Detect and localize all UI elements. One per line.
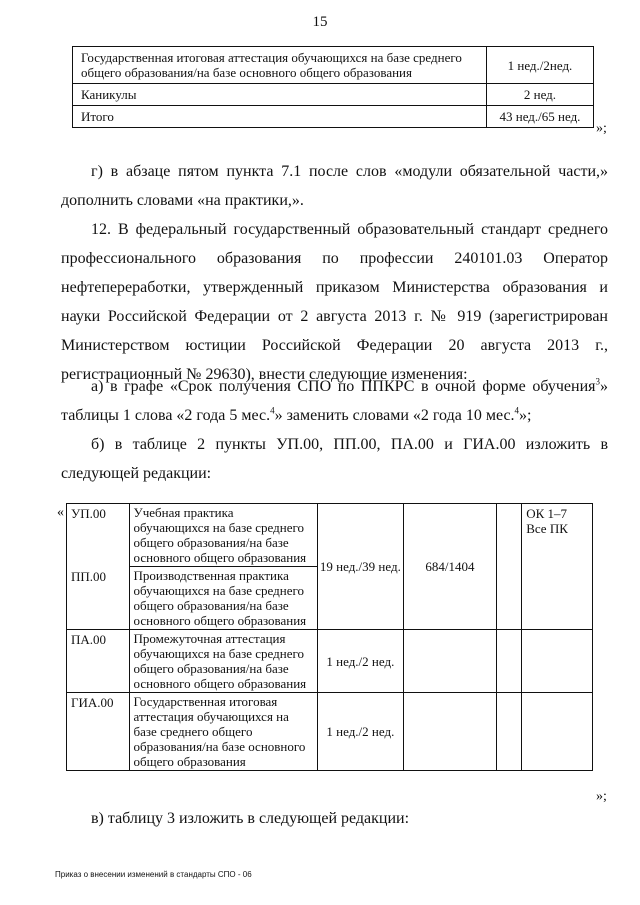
table-cell-empty <box>496 630 522 693</box>
table-row <box>67 693 593 771</box>
footnote-ref: 4 <box>514 405 520 416</box>
paragraph-b: б) в таблице 2 пункты УП.00, ПП.00, ПА.00 и ГИА.00 изложить в следующей редакции: <box>61 436 608 482</box>
table-cell-weeks: 1 нед./2 нед. <box>317 693 404 771</box>
paragraph-v: в) таблицу 3 изложить в следующей редакции: <box>91 810 410 827</box>
paragraph-a <box>61 372 608 430</box>
table-cell-empty <box>496 693 522 771</box>
competency-ok: ОК 1–7 <box>526 506 568 521</box>
page-footer: Приказ о внесении изменений в стандарты СПО - 06 <box>55 870 252 879</box>
table-cell-name: Итого <box>73 106 487 128</box>
table-cell-code: ГИА.00 <box>67 693 130 771</box>
table1-closing-quote: »; <box>596 121 607 136</box>
paragraph-a-text: »; <box>519 407 532 424</box>
paragraph-12: 12. В федеральный государственный образовательный стандарт среднего профессионального образования по профессии 240101.03 Оператор нефтепереработки, утвержденный приказом Министерства образования и науки Российской Федерации от 2 августа 2013 г. № 919 (зарегистрирован Министерством юстиции Российской Федерации 20 августа 2013 г., регистрационный № 29630), внести следующие изменения: <box>61 221 608 383</box>
table-cell-weeks: 1 нед./2 нед. <box>317 630 404 693</box>
table-row <box>73 84 594 106</box>
table-cell-value: 43 нед./65 нед. <box>486 106 593 128</box>
table-cell-name: Учебная практика обучающихся на базе среднего общего образования/на базе основного общего образования <box>129 504 317 567</box>
table-cell-competencies <box>522 630 593 693</box>
footnote-ref: 3 <box>595 376 600 387</box>
competency-pk: Все ПК <box>526 521 568 536</box>
table-cell-hours: 684/1404 <box>404 504 497 630</box>
table-row <box>67 504 593 567</box>
table-cell-hours <box>404 630 497 693</box>
footnote-ref: 4 <box>270 405 275 416</box>
table-cell-weeks: 19 нед./39 нед. <box>317 504 404 630</box>
table-cell-hours <box>404 693 497 771</box>
page-number: 15 <box>312 14 328 30</box>
table2-opening-quote: « <box>57 505 64 520</box>
table-row <box>73 106 594 128</box>
table-cell-name: Государственная итоговая аттестация обучающихся на базе среднего общего образования/на базе основного общего образования <box>129 693 317 771</box>
paragraph-a-text: » заменить словами «2 года 10 мес. <box>274 407 515 424</box>
table-cell-empty <box>496 504 522 630</box>
table-cell-value: 2 нед. <box>486 84 593 106</box>
table-cell-name: Каникулы <box>73 84 487 106</box>
table-cell-code: УП.00 <box>67 504 130 567</box>
paragraph-a-text: » таблицы 1 слова «2 года 5 мес. <box>61 378 608 424</box>
table-cell-competencies <box>522 504 593 630</box>
schedule-table <box>72 46 594 128</box>
table-cell-name: Промежуточная аттестация обучающихся на базе среднего общего образования/на базе основного общего образования <box>129 630 317 693</box>
table-cell-value: 1 нед./2нед. <box>486 47 593 84</box>
table-row <box>73 47 594 84</box>
table-cell-code: ПА.00 <box>67 630 130 693</box>
table2-closing-quote: »; <box>596 789 607 804</box>
practice-table <box>66 503 593 771</box>
paragraph-g: г) в абзаце пятом пункта 7.1 после слов «модули обязательной части,» дополнить словами «на практики,». <box>61 163 608 209</box>
table-cell-code: ПП.00 <box>67 567 130 630</box>
table-cell-name: Государственная итоговая аттестация обучающихся на базе среднего общего образования/на базе основного общего образования <box>73 47 487 84</box>
paragraph-a-text: а) в графе «Срок получения СПО по ППКРС в очной форме обучения <box>91 378 596 395</box>
table-cell-name: Производственная практика обучающихся на базе среднего общего образования/на базе основного общего образования <box>129 567 317 630</box>
table-row <box>67 630 593 693</box>
table-cell-competencies <box>522 693 593 771</box>
